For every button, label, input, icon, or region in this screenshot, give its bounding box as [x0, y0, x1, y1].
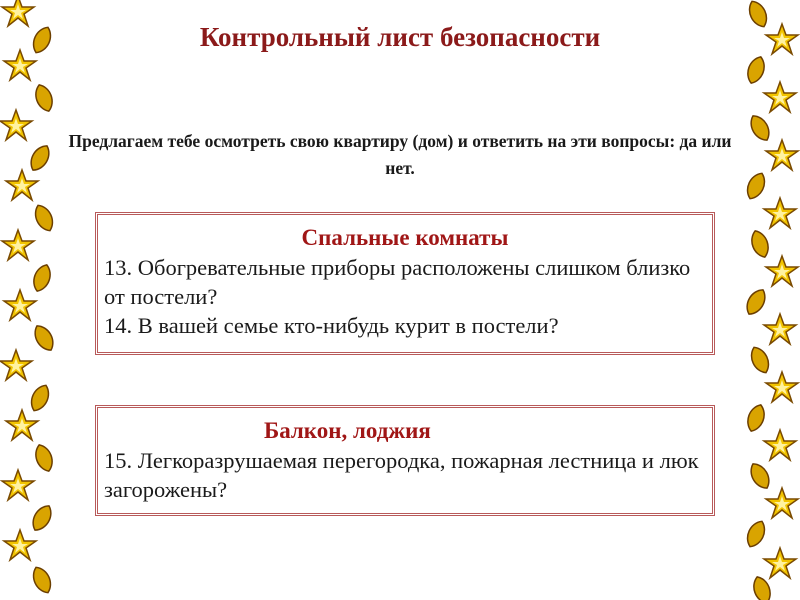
star-ornament-icon: [738, 0, 800, 600]
checklist-item: 15. Легкоразрушаемая перегородка, пожарная лестница и люк загорожены?: [104, 448, 699, 502]
card-heading: Балкон, лоджия: [264, 418, 431, 443]
intro-text: Предлагаем тебе осмотреть свою квартиру (дом) и ответить на эти вопросы: да или нет.: [68, 131, 732, 178]
checklist-item: 13. Обогревательные приборы расположены слишком близко от постели?: [104, 255, 691, 309]
page-title: Контрольный лист безопасности: [199, 22, 601, 52]
checklist-item: 14. В вашей семье кто-нибудь курит в постели?: [104, 313, 559, 338]
checklist-card-bedrooms: [95, 212, 715, 355]
decorative-border-left: [0, 0, 62, 600]
checklist-card-balcony: [95, 405, 715, 516]
card-heading: Спальные комнаты: [301, 225, 509, 250]
star-ornament-icon: [0, 0, 62, 600]
decorative-border-right: [738, 0, 800, 600]
